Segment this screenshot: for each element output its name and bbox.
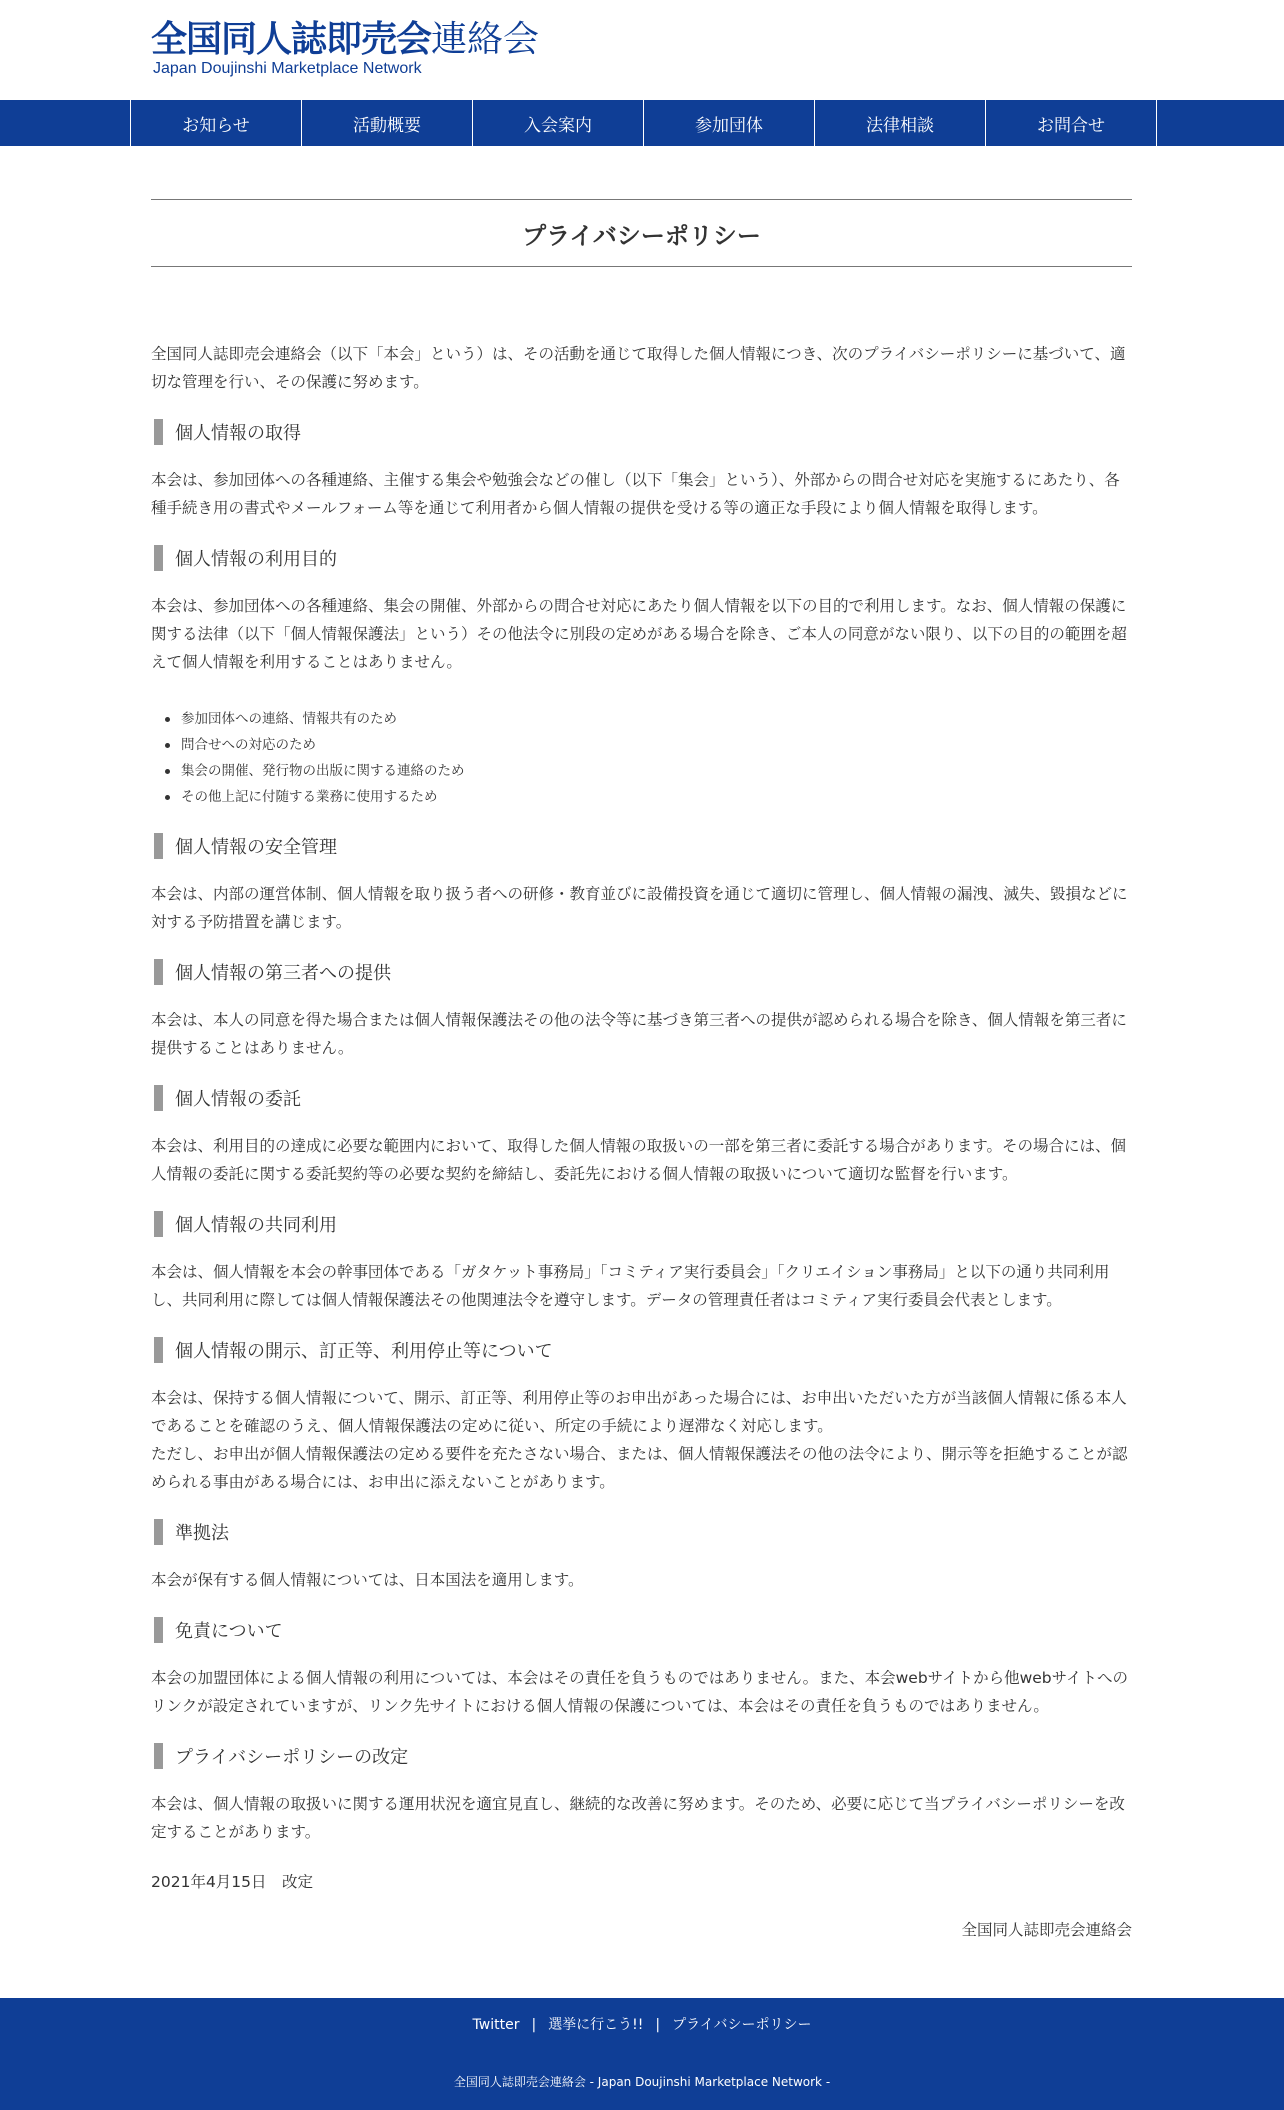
site-logo[interactable] — [151, 18, 581, 80]
section-text: 本会は、参加団体への各種連絡、集会の開催、外部からの問合せ対応にあたり個人情報を以下の目的で利用します。なお、個人情報の保護に関する法律（以下「個人情報保護法」という）その他法令に別段の定めがある場合を除き、ご本人の同意がない限り、以下の目的の範囲を超えて個人情報を利用することはありません。 — [151, 597, 1127, 671]
section-governing-law — [151, 1518, 1132, 1594]
site-header — [0, 0, 1284, 100]
section-text: 本会の加盟団体による個人情報の利用については、本会はその責任を負うものではありません。また、本会webサイトから他webサイトへのリンクが設定されていますが、リンク先サイトにおける個人情報の保護については、本会はその責任を負うものではありません。 — [151, 1669, 1129, 1715]
section-text: 本会は、個人情報を本会の幹事団体である「ガタケット事務局」「コミティア実行委員会」「クリエイション事務局」と以下の通り共同利用し、共同利用に際しては個人情報保護法その他関連法令を遵守します。データの管理責任者はコミティア実行委員会代表とします。 — [151, 1263, 1110, 1309]
section-text: 本会は、個人情報の取扱いに関する運用状況を適宜見直し、継続的な改善に努めます。そのため、必要に応じて当プライバシーポリシーを改定することがあります。 — [151, 1795, 1125, 1841]
section-heading: 個人情報の取得 — [151, 418, 1132, 446]
footer-copyright: 全国同人誌即売会連絡会 - Japan Doujinshi Marketplace Network - — [453, 2075, 831, 2089]
list-item: その他上記に付随する業務に使用するため — [163, 784, 1132, 810]
section-text-continued: ただし、お申出が個人情報保護法の定める要件を充たさない場合、または、個人情報保護法その他の法令により、開示等を拒絶することが認められる事由がある場合には、お申出に添えないことがあります。 — [151, 1445, 1128, 1491]
section-text: 本会は、利用目的の達成に必要な範囲内において、取得した個人情報の取扱いの一部を第三者に委託する場合があります。その場合には、個人情報の委託に関する委託契約等の必要な契約を締結し、委託先における個人情報の取扱いについて適切な監督を行います。 — [151, 1137, 1126, 1183]
list-item: 問合せへの対応のため — [163, 732, 1132, 758]
section-text: 本会は、参加団体への各種連絡、主催する集会や勉強会などの催し（以下「集会」という）、外部からの問合せ対応を実施するにあたり、各種手続き用の書式やメールフォーム等を通じて利用者から個人情報の提供を受ける等の適正な手段により個人情報を取得します。 — [151, 471, 1120, 517]
section-text: 本会は、内部の運営体制、個人情報を取り扱う者への研修・教育並びに設備投資を通じて適切に管理し、個人情報の漏洩、滅失、毀損などに対する予防措置を講じます。 — [151, 885, 1128, 931]
logo-title-light: 連絡会 — [431, 19, 540, 60]
section-text: 本会が保有する個人情報については、日本国法を適用します。 — [151, 1571, 584, 1589]
footer-link-privacy[interactable]: プライバシーポリシー — [672, 2017, 812, 2033]
section-joint-use — [151, 1210, 1132, 1314]
footer-link-twitter[interactable]: Twitter — [472, 2017, 520, 2033]
nav-item-membership[interactable]: 入会案内 — [473, 100, 644, 146]
main-nav — [0, 100, 1284, 146]
list-item: 参加団体への連絡、情報共有のため — [163, 706, 1132, 732]
nav-item-legal[interactable]: 法律相談 — [815, 100, 986, 146]
nav-item-news[interactable]: お知らせ — [131, 100, 302, 146]
page-title: プライバシーポリシー — [522, 221, 761, 250]
footer-links — [0, 2014, 1284, 2034]
section-heading: プライバシーポリシーの改定 — [151, 1742, 1132, 1770]
page-title-box — [151, 199, 1132, 267]
section-heading: 個人情報の委託 — [151, 1084, 1132, 1112]
section-disclaimer — [151, 1616, 1132, 1720]
logo-title-bold: 全国同人誌即売会 — [151, 19, 432, 60]
section-third-party — [151, 958, 1132, 1062]
list-item: 集会の開催、発行物の出版に関する連絡のため — [163, 758, 1132, 784]
signature: 全国同人誌即売会連絡会 — [961, 1921, 1132, 1939]
purpose-list — [151, 706, 1132, 810]
footer-separator: | — [531, 2017, 537, 2033]
section-heading: 個人情報の第三者への提供 — [151, 958, 1132, 986]
section-disclosure — [151, 1336, 1132, 1496]
section-security — [151, 832, 1132, 936]
logo-subtitle: Japan Doujinshi Marketplace Network — [153, 60, 422, 77]
policy-content — [151, 340, 1132, 1944]
site-footer — [0, 1998, 1284, 2110]
section-purpose — [151, 544, 1132, 810]
intro-text: 全国同人誌即売会連絡会（以下「本会」という）は、その活動を通じて取得した個人情報につき、次のプライバシーポリシーに基づいて、適切な管理を行い、その保護に努めます。 — [151, 345, 1126, 391]
section-text: 本会は、本人の同意を得た場合または個人情報保護法その他の法令等に基づき第三者への提供が認められる場合を除き、個人情報を第三者に提供することはありません。 — [151, 1011, 1127, 1057]
footer-link-election[interactable]: 選挙に行こう!! — [548, 2017, 644, 2033]
section-outsourcing — [151, 1084, 1132, 1188]
section-text: 本会は、保持する個人情報について、開示、訂正等、利用停止等のお申出があった場合には、お申出いただいた方が当該個人情報に係る本人であることを確認のうえ、個人情報保護法の定めに従い、所定の手続により遅滞なく対応します。 — [151, 1389, 1127, 1435]
section-heading: 免責について — [151, 1616, 1132, 1644]
revision-date: 2021年4月15日 改定 — [151, 1873, 314, 1891]
nav-item-activities[interactable]: 活動概要 — [302, 100, 473, 146]
logo-title — [151, 18, 539, 62]
section-heading: 個人情報の利用目的 — [151, 544, 1132, 572]
nav-item-contact[interactable]: お問合せ — [986, 100, 1157, 146]
nav-item-members[interactable]: 参加団体 — [644, 100, 815, 146]
section-heading: 個人情報の共同利用 — [151, 1210, 1132, 1238]
section-acquisition — [151, 418, 1132, 522]
footer-separator: | — [655, 2017, 661, 2033]
section-heading: 個人情報の安全管理 — [151, 832, 1132, 860]
section-heading: 個人情報の開示、訂正等、利用停止等について — [151, 1336, 1132, 1364]
section-heading: 準拠法 — [151, 1518, 1132, 1546]
section-revision — [151, 1742, 1132, 1846]
